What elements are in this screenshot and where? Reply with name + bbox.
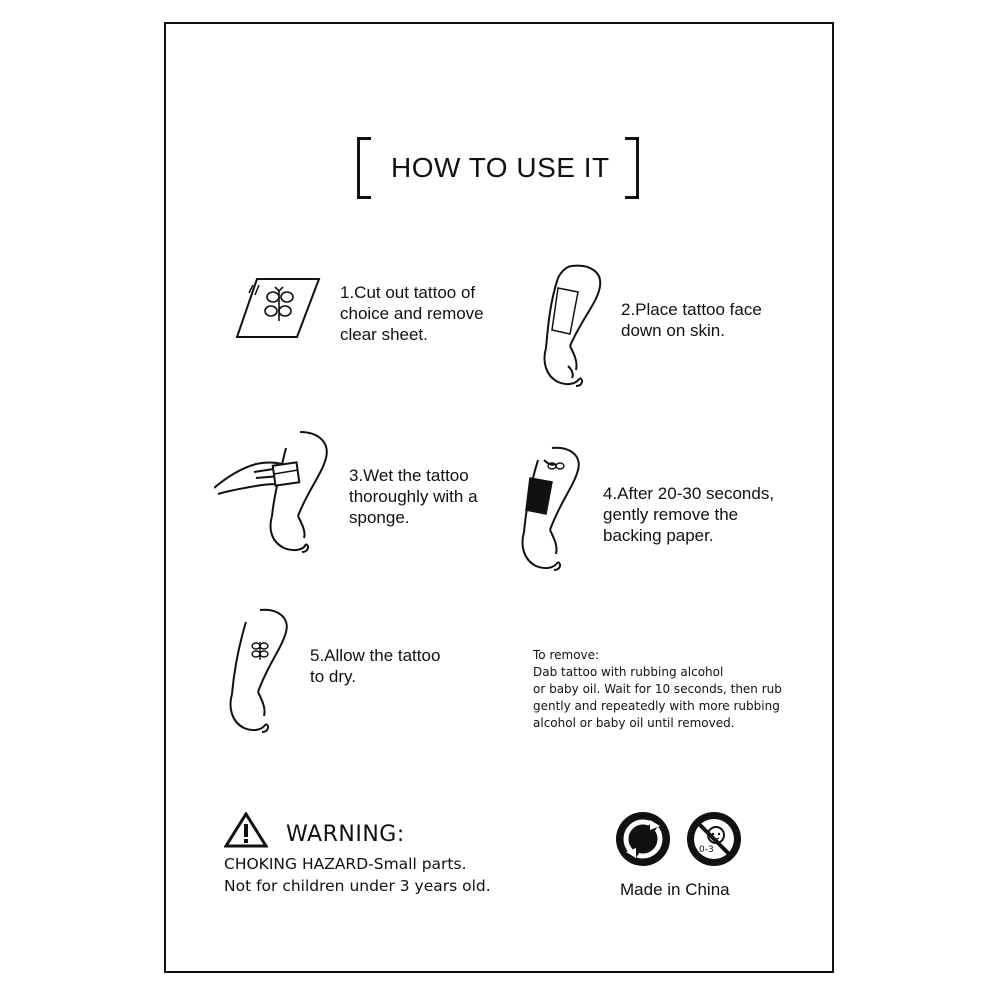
right-bracket <box>625 137 639 199</box>
left-bracket <box>357 137 371 199</box>
not-for-0-3-icon <box>685 810 743 868</box>
page-title: HOW TO USE IT <box>391 152 610 183</box>
step-5-text: 5.Allow the tattoo to dry. <box>310 646 441 686</box>
step-2-text: 2.Place tattoo face down on skin. <box>621 300 762 340</box>
age-label: 0-3 <box>699 845 714 855</box>
step-3-text: 3.Wet the tattoo thoroughly with a sponge. <box>349 466 478 527</box>
origin-label: Made in China <box>620 880 730 899</box>
removal-body: Dab tattoo with rubbing alcohol or baby oil. Wait for 10 seconds, then rub gently and repeatedly with more rubbing alcohol or baby oil until removed. <box>533 665 782 730</box>
title-block <box>357 137 639 201</box>
recycle-icon <box>614 810 672 868</box>
removal-heading: To remove: <box>533 648 600 662</box>
place-on-arm-icon <box>538 262 606 390</box>
remove-backing-icon <box>516 444 586 572</box>
cut-sheet-icon <box>235 275 325 341</box>
dry-tattoo-icon <box>226 606 294 734</box>
removal-instructions <box>533 647 803 732</box>
warning-triangle-icon <box>224 812 268 848</box>
wet-sponge-icon <box>214 428 334 554</box>
warning-title: WARNING: <box>286 822 405 847</box>
step-4-text: 4.After 20-30 seconds, gently remove the backing paper. <box>603 484 775 545</box>
warning-text: CHOKING HAZARD-Small parts. Not for children under 3 years old. <box>224 855 491 895</box>
step-1-text: 1.Cut out tattoo of choice and remove clear sheet. <box>340 283 484 344</box>
